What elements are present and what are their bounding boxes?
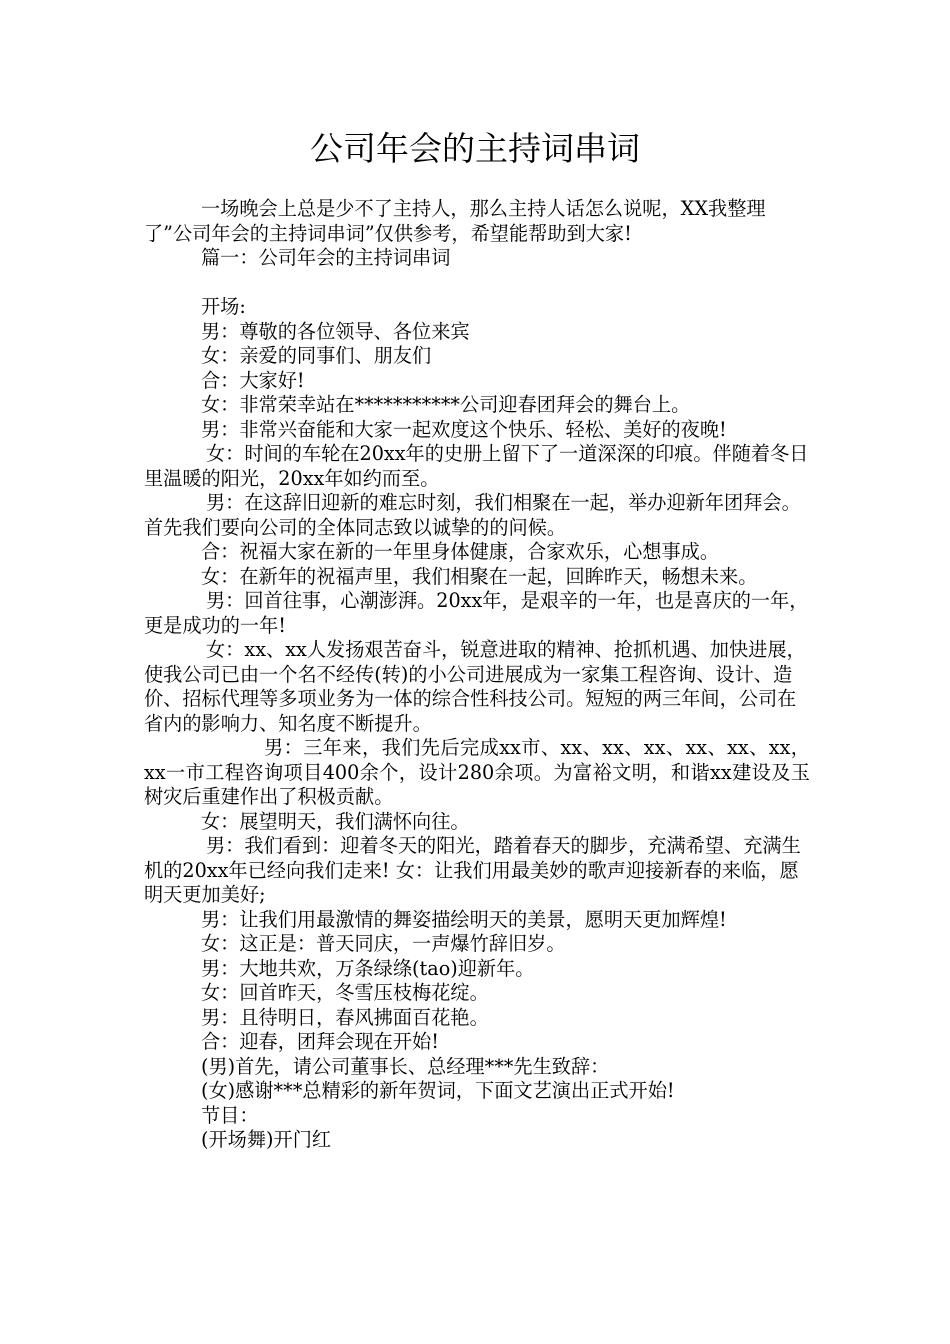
script-line: 女：回首昨天，冬雪压枝梅花绽。 bbox=[201, 981, 489, 1004]
section-heading: 篇一：公司年会的主持词串词 bbox=[201, 246, 451, 269]
script-line: 男：且待明日，春风拂面百花艳。 bbox=[201, 1005, 489, 1029]
script-line: 女：这正是：普天同庆，一声爆竹辞旧岁。 bbox=[201, 932, 566, 955]
script-line: 女：非常荣幸站在***********公司迎春团拜会的舞台上。 bbox=[201, 393, 691, 416]
script-line: 男：在这辞旧迎新的难忘时刻，我们相聚在一起，举办迎新年团拜会。首先我们要向公司的全体同志致以诚挚的的问候。 bbox=[144, 491, 801, 539]
script-line: 男：让我们用最激情的舞姿描绘明天的美景，愿明天更加辉煌! bbox=[201, 907, 727, 931]
document-body bbox=[144, 197, 810, 1153]
script-line: 开场: bbox=[201, 295, 246, 318]
script-line: 女：亲爱的同事们、朋友们 bbox=[201, 344, 432, 367]
script-line: 男：回首往事，心潮澎湃。20xx年，是艰辛的一年，也是喜庆的一年，更是成功的一年! bbox=[144, 589, 809, 637]
script-line: 节目： bbox=[201, 1103, 259, 1127]
script-line: 合：祝福大家在新的一年里身体健康，合家欢乐，心想事成。 bbox=[201, 540, 720, 563]
script-line: 男：非常兴奋能和大家一起欢度这个快乐、轻松、美好的夜晚! bbox=[201, 417, 727, 441]
script-line: 女：xx、xx人发扬艰苦奋斗，锐意进取的精神、抢抓机遇、加快进展，使我公司已由一个名不经传(转)的小公司进展成为一家集工程咨询、设计、造价、招标代理等多项业务为一体的综合性科技公司。短短的两三年间，公司在省内的影响力、知名度不断提升。 bbox=[144, 638, 806, 735]
script-line: 合：迎春，团拜会现在开始! bbox=[201, 1030, 439, 1053]
intro-paragraph: 一场晚会上总是少不了主持人，那么主持人话怎么说呢，XX我整理了”公司年会的主持词串词”仅供参考，希望能帮助到大家! bbox=[144, 197, 766, 245]
script-line: 男：大地共欢，万条绿绦(tao)迎新年。 bbox=[201, 956, 535, 980]
script-line: 女：在新年的祝福声里，我们相聚在一起，回眸昨天，畅想未来。 bbox=[201, 564, 758, 588]
script-line: 男：我们看到：迎着冬天的阳光，踏着春天的脚步，充满希望、充满生机的20xx年已经向我们走来! 女：让我们用最美妙的歌声迎接新春的来临，愿明天更加美好; bbox=[144, 834, 801, 906]
script-line: 合：大家好! bbox=[201, 368, 305, 392]
script-line: 男：尊敬的各位领导、各位来宾 bbox=[201, 319, 470, 343]
script-line: 男：三年来，我们先后完成xx市、xx、xx、xx、xx、xx、xx，xx一市工程咨询项目400余个，设计280余项。为富裕文明，和谐xx建设及玉树灾后重建作出了积极贡献。 bbox=[144, 736, 810, 808]
script-line: (男)首先，请公司董事长、总经理***先生致辞： bbox=[201, 1054, 610, 1078]
script-line: (女)感谢***总精彩的新年贺词，下面文艺演出正式开始! bbox=[201, 1079, 675, 1102]
blank-line bbox=[144, 271, 810, 296]
script-line: (开场舞)开门红 bbox=[201, 1128, 332, 1151]
script-line: 女：时间的车轮在20xx年的史册上留下了一道深深的印痕。伴随着冬日里温暖的阳光，20xx年如约而至。 bbox=[144, 442, 809, 490]
script-line: 女：展望明天，我们满怀向往。 bbox=[201, 809, 470, 833]
page-title: 公司年会的主持词串词 bbox=[310, 129, 640, 168]
